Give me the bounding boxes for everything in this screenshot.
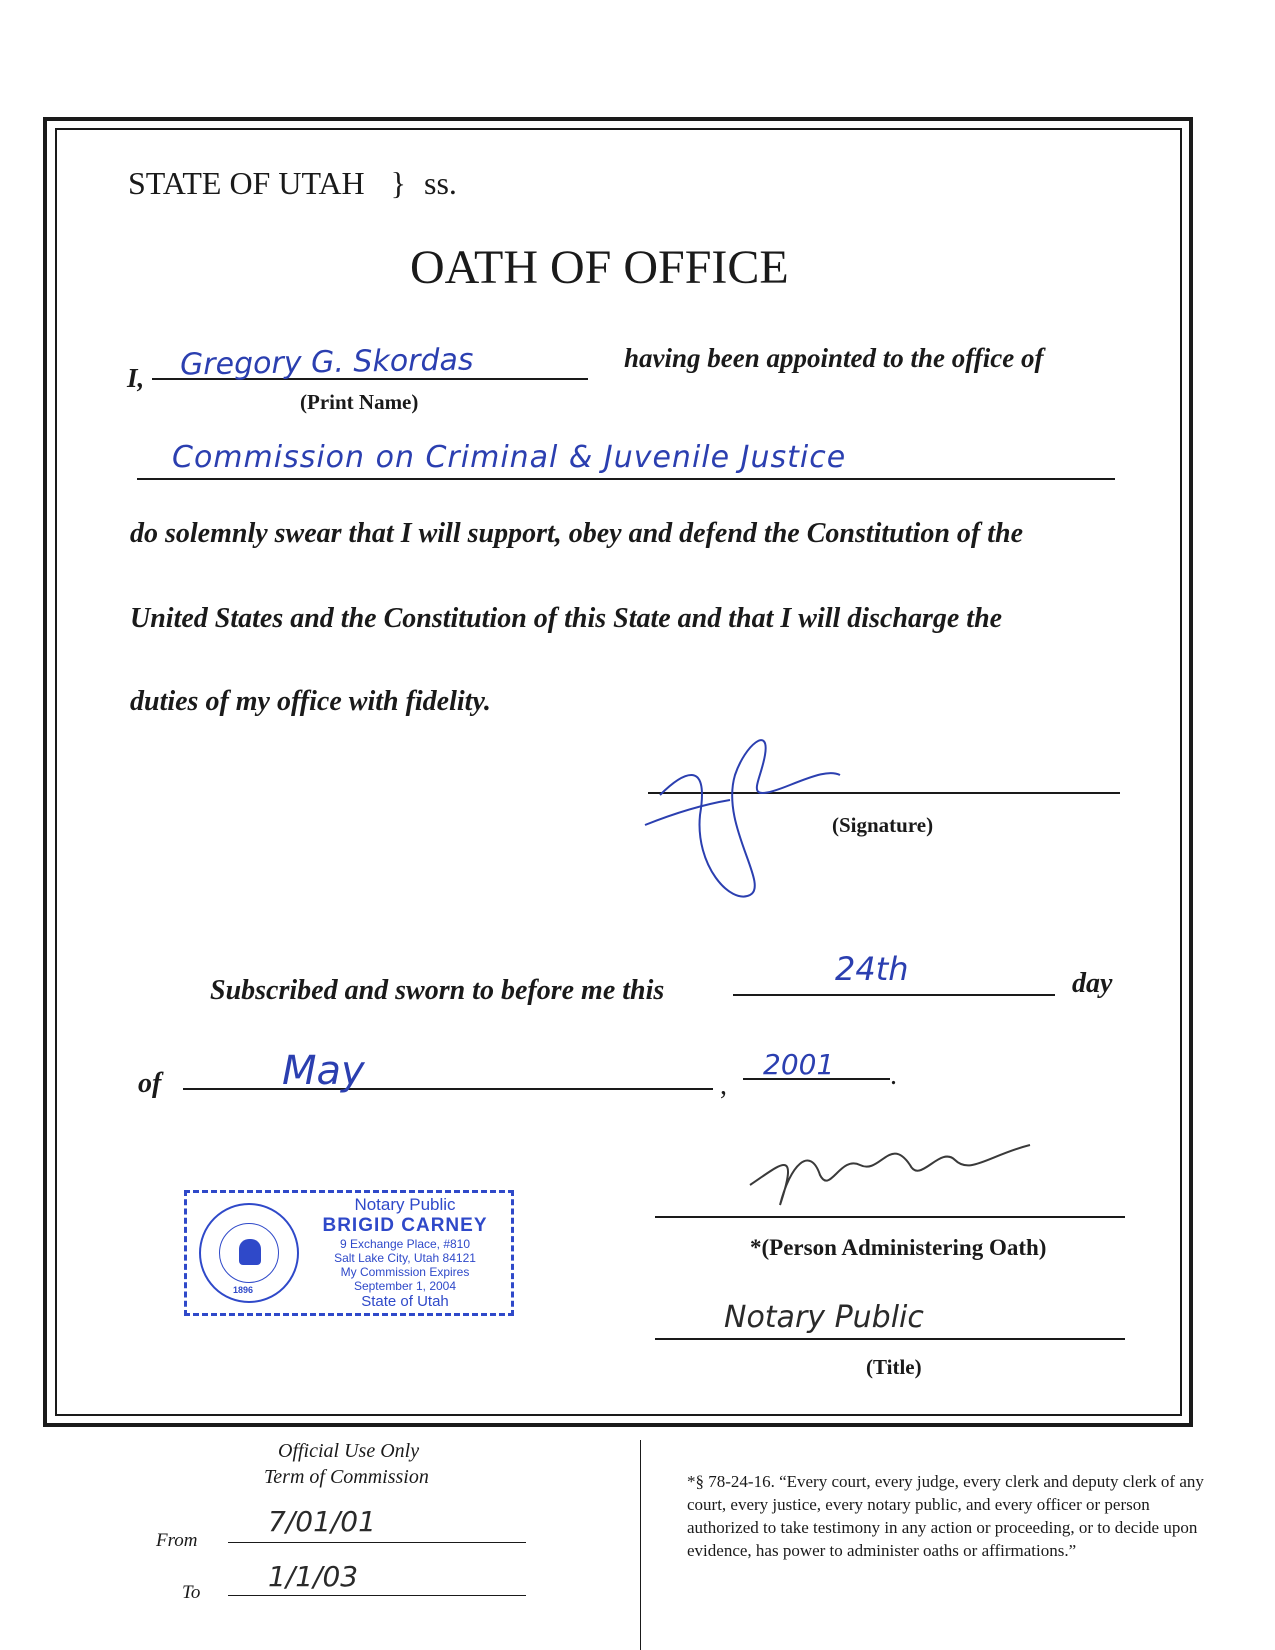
stamp-commission: My Commission Expires [340, 1265, 470, 1279]
ss-label: ss. [424, 165, 457, 201]
signature-scribble [640, 715, 860, 915]
stamp-address-1: 9 Exchange Place, #810 [339, 1237, 471, 1251]
stamp-expires: September 1, 2004 [353, 1279, 457, 1293]
stamp-title: Notary Public [354, 1195, 456, 1214]
state-seal [199, 1203, 299, 1303]
i-label: I, [127, 363, 145, 393]
state-line [128, 165, 457, 202]
of-label: of [138, 1068, 162, 1099]
notary-stamp [184, 1190, 514, 1316]
comma: , [720, 1070, 727, 1101]
from-value-handwritten: 7/01/01 [268, 1505, 376, 1538]
stamp-address-2: Salt Lake City, Utah 84121 [334, 1251, 476, 1265]
seal-year: 1896 [233, 1285, 254, 1295]
to-value-handwritten: 1/1/03 [268, 1560, 359, 1593]
oath-body-line-2: United States and the Constitution of this State and that I will discharge the [130, 603, 1003, 634]
from-line [228, 1542, 526, 1543]
printed-name-handwritten: Gregory G. Skordas [179, 342, 474, 383]
office-line [137, 478, 1115, 480]
appointed-text: having been appointed to the office of [624, 343, 1044, 373]
oath-body-line-1: do solemnly swear that I will support, obey and defend the Constitution of the [130, 518, 1023, 549]
to-label: To [182, 1582, 201, 1603]
sworn-text: Subscribed and sworn to before me this [210, 975, 665, 1006]
official-use-heading: Official Use Only [278, 1440, 420, 1462]
stamp-state: State of Utah [361, 1293, 449, 1310]
title-caption: (Title) [866, 1355, 922, 1379]
title-line [655, 1338, 1125, 1340]
title-value-handwritten: Notary Public [724, 1300, 924, 1335]
administering-caption: *(Person Administering Oath) [750, 1235, 1047, 1260]
statute-text: *§ 78-24-16. “Every court, every judge, every clerk and deputy clerk of any court, every justice, every notary public, and every officer or person authorized to take testimony in any action or proceeding, or to decide upon evidence, has power to administer oaths or affirmations.” [687, 1472, 1204, 1560]
month-value-handwritten: May [282, 1048, 365, 1094]
stamp-text-block [305, 1195, 505, 1310]
state-of-utah: STATE OF UTAH [128, 165, 365, 201]
day-line [733, 994, 1055, 996]
oath-body-line-3: duties of my office with fidelity. [130, 686, 491, 717]
period: . [890, 1060, 897, 1091]
administering-line [655, 1216, 1125, 1218]
day-label: day [1072, 968, 1113, 999]
month-line [183, 1088, 713, 1090]
signature-caption: (Signature) [832, 813, 934, 837]
seal-beehive-icon [239, 1239, 261, 1265]
year-value-handwritten: 2001 [763, 1048, 835, 1081]
office-name-handwritten: Commission on Criminal & Juvenile Justice [172, 440, 847, 475]
section-divider [640, 1440, 641, 1650]
day-value-handwritten: 24th [835, 950, 909, 988]
term-of-commission-heading: Term of Commission [264, 1466, 429, 1488]
to-line [228, 1595, 526, 1596]
administering-signature-scribble [740, 1125, 1040, 1215]
brace: } [390, 165, 407, 201]
print-name-caption: (Print Name) [300, 390, 419, 414]
page-title: OATH OF OFFICE [410, 241, 789, 294]
stamp-name: BRIGID CARNEY [322, 1215, 488, 1236]
from-label: From [156, 1530, 198, 1551]
